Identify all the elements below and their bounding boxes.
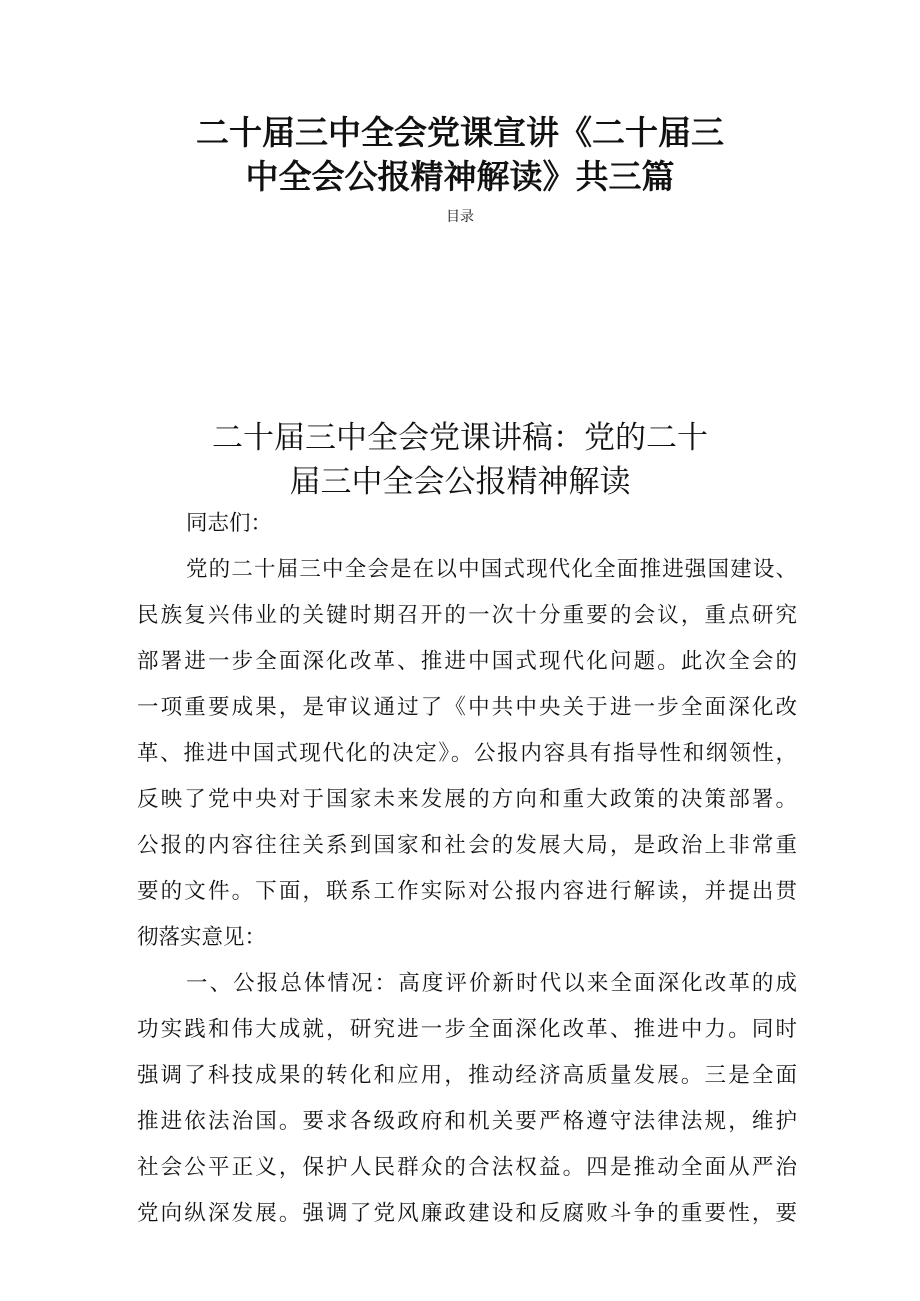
body-line: 党的二十届三中全会是在以中国式现代化全面推进强国建设、 — [186, 557, 797, 582]
body-line: 功实践和伟大成就，研究进一步全面深化改革、推进中力。同时 — [137, 1017, 797, 1042]
body-line: 推进依法治国。要求各级政府和机关要严格遵守法律法规，维护 — [137, 1109, 797, 1134]
body-line: 彻落实意见： — [137, 925, 267, 950]
body-line: 强调了科技成果的转化和应用，推动经济高质量发展。三是全面 — [137, 1063, 797, 1088]
salutation: 同志们： — [186, 511, 273, 536]
section-title-line-2: 届三中全会公报精神解读 — [289, 464, 631, 500]
body-line: 要的文件。下面，联系工作实际对公报内容进行解读，并提出贯 — [137, 879, 797, 904]
body-line: 反映了党中央对于国家未来发展的方向和重大政策的决策部署。 — [137, 787, 797, 812]
toc-label: 目录 — [446, 209, 474, 225]
body-line: 革、推进中国式现代化的决定》。公报内容具有指导性和纲领性， — [137, 741, 797, 766]
body-line: 党向纵深发展。强调了党风廉政建设和反腐败斗争的重要性，要 — [137, 1201, 797, 1226]
body-line: 公报的内容往往关系到国家和社会的发展大局，是政治上非常重 — [137, 833, 797, 858]
section-heading-line: 一、公报总体情况：高度评价新时代以来全面深化改革的成 — [186, 971, 797, 996]
section-title-line-1: 二十届三中全会党课讲稿：党的二十 — [212, 420, 708, 456]
document-title-line-1: 二十届三中全会党课宣讲《二十届三 — [196, 113, 724, 152]
document-title-line-2: 中全会公报精神解读》共三篇 — [245, 157, 675, 196]
body-line: 一项重要成果，是审议通过了《中共中央关于进一步全面深化改 — [137, 695, 797, 720]
body-line: 社会公平正义，保护人民群众的合法权益。四是推动全面从严治 — [137, 1155, 797, 1180]
body-line: 部署进一步全面深化改革、推进中国式现代化问题。此次全会的 — [137, 649, 797, 674]
body-line: 民族复兴伟业的关键时期召开的一次十分重要的会议，重点研究 — [137, 603, 797, 628]
